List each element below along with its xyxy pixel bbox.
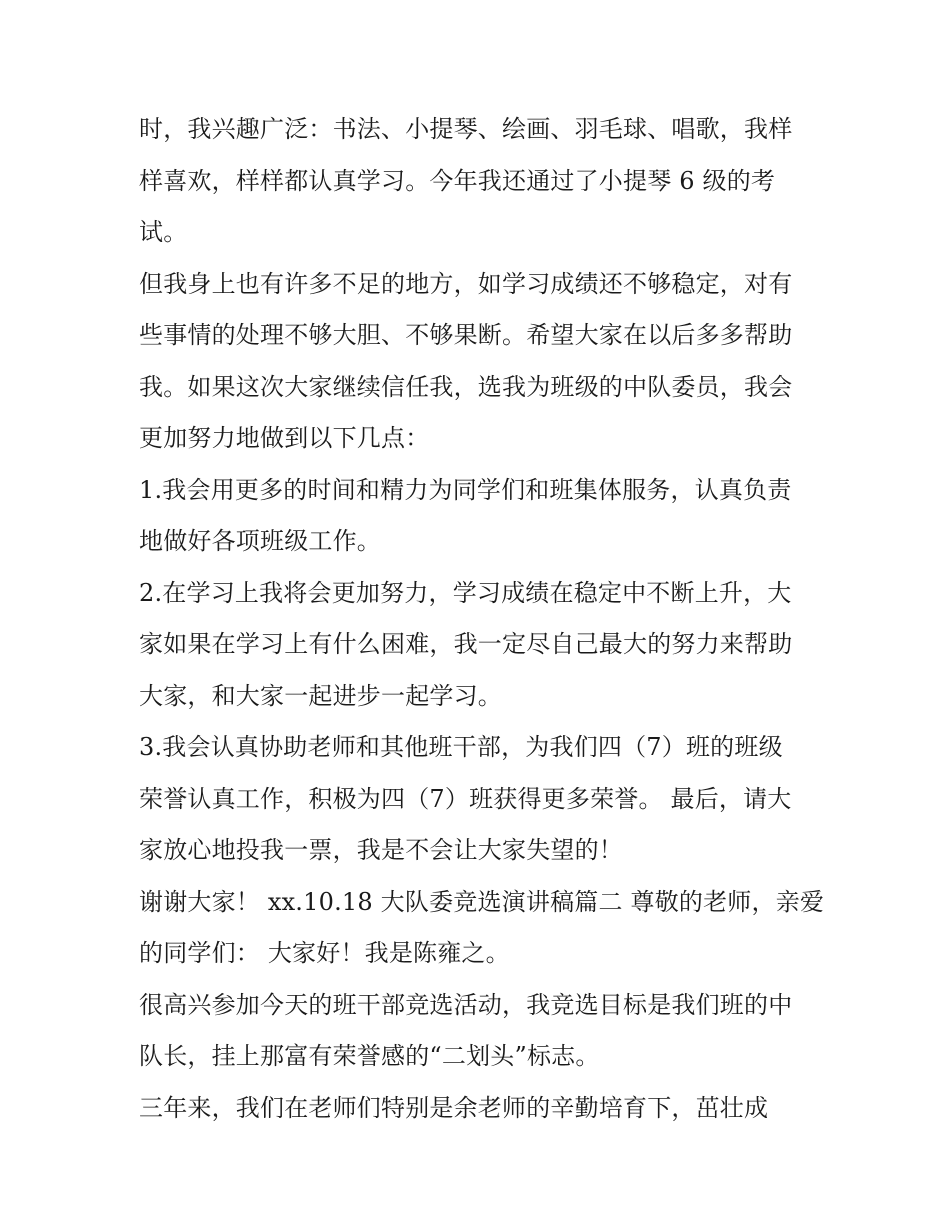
text-line: 很高兴参加今天的班干部竞选活动，我竞选目标是我们班的中 <box>139 990 793 1019</box>
text-line: 大家，和大家一起进步一起学习。 <box>139 681 502 710</box>
text-line: 家如果在学习上有什么困难，我一定尽自己最大的努力来帮助 <box>139 630 793 658</box>
text-line: 但我身上也有许多不足的地方，如学习成绩还不够稳定，对有 <box>139 269 793 298</box>
document-body <box>139 104 825 1134</box>
text-line: 三年来，我们在老师们特别是余老师的辛勤培育下，茁壮成 <box>139 1093 769 1122</box>
text-line: 家放心地投我一票，我是不会让大家失望的！ <box>139 836 623 864</box>
text-line: 试。 <box>139 218 188 246</box>
text-line: 荣誉认真工作，积极为四（7）班获得更多荣誉。 最后，请大 <box>139 784 792 813</box>
text-line: 3.我会认真协助老师和其他班干部，为我们四（7）班的班级 <box>139 733 783 761</box>
text-line: 队长，挂上那富有荣誉感的“二划头”标志。 <box>139 1042 600 1070</box>
text-line: 谢谢大家！ xx.10.18 大队委竞选演讲稿篇二 尊敬的老师，亲爱 <box>139 887 825 916</box>
text-line: 更加努力地做到以下几点： <box>139 424 430 452</box>
text-line: 2.在学习上我将会更加努力，学习成绩在稳定中不断上升，大 <box>139 578 792 607</box>
text-line: 地做好各项班级工作。 <box>139 527 381 555</box>
text-line: 我。如果这次大家继续信任我，选我为班级的中队委员，我会 <box>139 372 793 401</box>
text-line: 样喜欢，样样都认真学习。今年我还通过了小提琴 6 级的考 <box>139 166 776 195</box>
text-line: 时，我兴趣广泛：书法、小提琴、绘画、羽毛球、唱歌，我样 <box>139 115 793 143</box>
text-line: 1.我会用更多的时间和精力为同学们和班集体服务，认真负责 <box>139 475 792 504</box>
text-line: 些事情的处理不够大胆、不够果断。希望大家在以后多多帮助 <box>139 321 793 349</box>
text-line: 的同学们： 大家好！我是陈雍之。 <box>139 939 510 967</box>
